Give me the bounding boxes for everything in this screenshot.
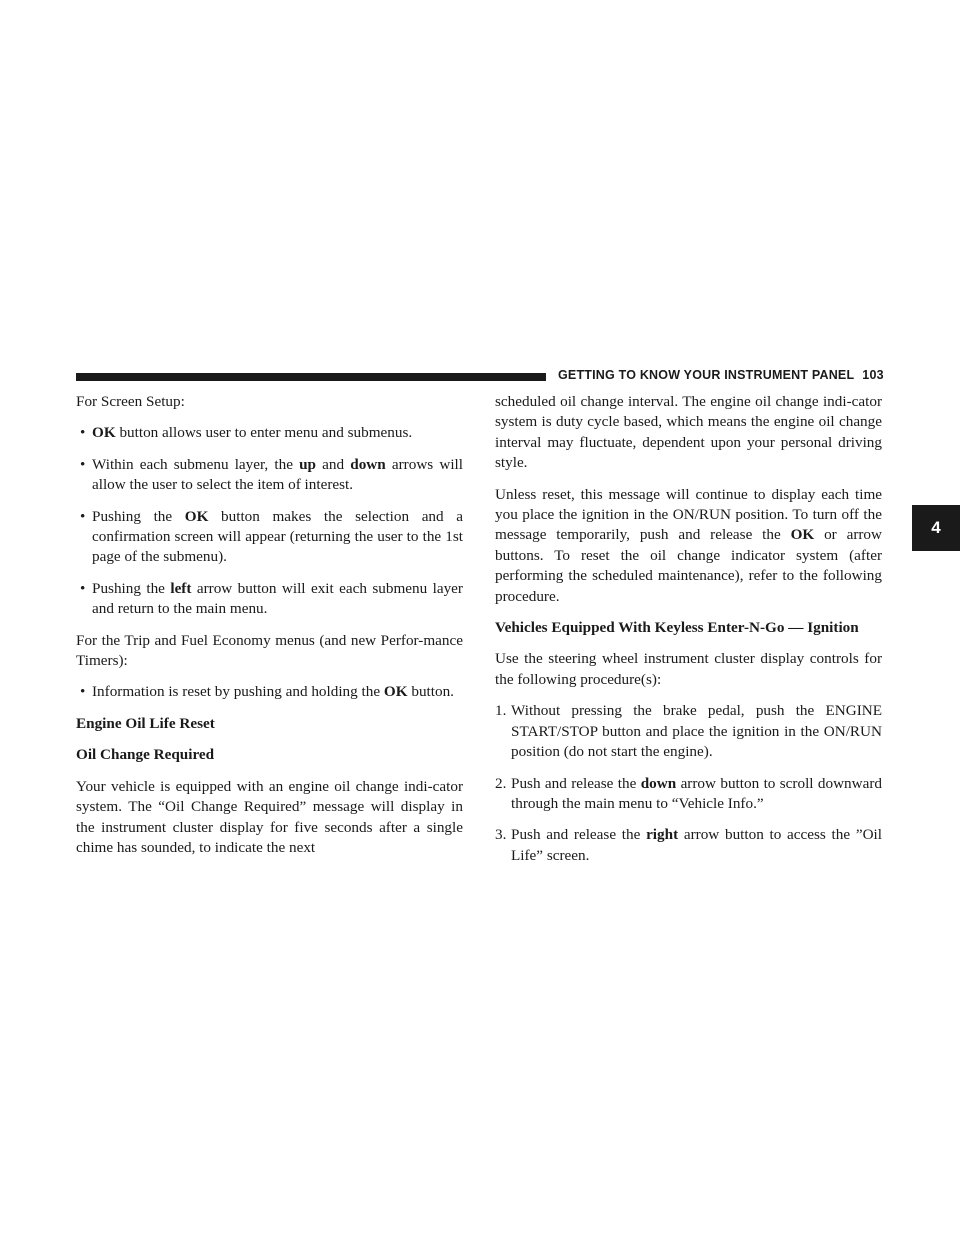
list-item (76, 455, 463, 496)
page-number: 103 (862, 368, 884, 382)
paragraph-text: Unless reset, this message will continue to display each time you place the ignition in the ON/RUN position. To turn off the message temporarily, push and release the (495, 485, 882, 544)
step-text: arrow button to access the ”Oil Life” screen. (511, 826, 882, 864)
bold-term: OK (92, 424, 116, 442)
bold-term: left (170, 579, 192, 597)
list-item (495, 774, 882, 815)
bold-term: down (350, 455, 386, 473)
chapter-tab: 4 (912, 505, 960, 551)
bold-term: OK (184, 507, 209, 525)
step-text: Push and release the (511, 826, 647, 844)
oil-paragraph: Your vehicle is equipped with an engine oil change indi-cator system. The “Oil Change Required” message will display in the instrument cluster display for five seconds after a single chime has sounded, to indicate the next (76, 777, 463, 856)
heading-oil-life-reset: Engine Oil Life Reset (76, 714, 215, 732)
step-number: 3. (495, 826, 507, 844)
list-item-text: arrow button will exit each submenu layer and return to the main menu. (92, 579, 463, 618)
paragraph-interval: scheduled oil change interval. The engine oil change indi-cator system is duty cycle based, which means the engine oil change interval may fluctuate, dependent upon your personal driving style. (495, 393, 882, 472)
screen-setup-list (76, 423, 463, 619)
list-item-text: button makes the selection and a confirmation screen will appear (returning the user to the 1st page of the submenu). (92, 507, 463, 566)
left-column (76, 392, 463, 869)
screen-setup-intro: For Screen Setup: (76, 393, 185, 410)
right-column (495, 392, 882, 877)
list-item (76, 579, 463, 620)
step-text: Push and release the (511, 774, 641, 792)
heading-keyless: Vehicles Equipped With Keyless Enter-N-Go — Ignition (495, 619, 859, 637)
header-rule (76, 373, 546, 381)
trip-intro: For the Trip and Fuel Economy menus (and new Perfor-mance Timers): (76, 631, 463, 670)
paragraph-reset (495, 485, 882, 607)
step-number: 2. (495, 774, 507, 792)
header-title: GETTING TO KNOW YOUR INSTRUMENT PANEL (558, 368, 855, 382)
list-item-text: button allows user to enter menu and submenus. (115, 424, 413, 442)
list-item-text: Within each submenu layer, the (92, 455, 300, 473)
list-item-text: arrows will allow the user to select the item of interest. (92, 455, 463, 494)
list-item-text: and (316, 455, 351, 473)
list-item (495, 825, 882, 866)
list-item-text: Pushing the (92, 507, 185, 525)
paragraph-text: or arrow buttons. To reset the oil change indicator system (after performing the scheduled maintenance), refer to the following procedure. (495, 526, 882, 605)
list-item (76, 507, 463, 568)
list-item (76, 682, 463, 702)
step-text: arrow button to scroll downward through the main menu to “Vehicle Info.” (511, 774, 882, 812)
list-item (495, 701, 882, 762)
paragraph-controls: Use the steering wheel instrument cluster display controls for the following procedure(s): (495, 650, 882, 688)
bold-term: up (299, 455, 317, 473)
list-item-text: Pushing the (92, 579, 171, 597)
bold-term: right (646, 826, 679, 844)
heading-oil-change-required: Oil Change Required (76, 746, 215, 764)
step-text: Without pressing the brake pedal, push the ENGINE START/STOP button and place the ignition in the ON/RUN position (do not start the engine). (511, 702, 882, 761)
procedure-steps (495, 701, 882, 866)
list-item-text: button. (407, 683, 454, 701)
bold-term: OK (383, 683, 408, 701)
bold-term: down (640, 774, 677, 792)
list-item (76, 423, 463, 443)
trip-list (76, 682, 463, 702)
bold-term: OK (790, 526, 815, 544)
running-header (558, 368, 898, 382)
step-number: 1. (495, 702, 507, 720)
list-item-text: Information is reset by pushing and holding the (92, 683, 384, 701)
